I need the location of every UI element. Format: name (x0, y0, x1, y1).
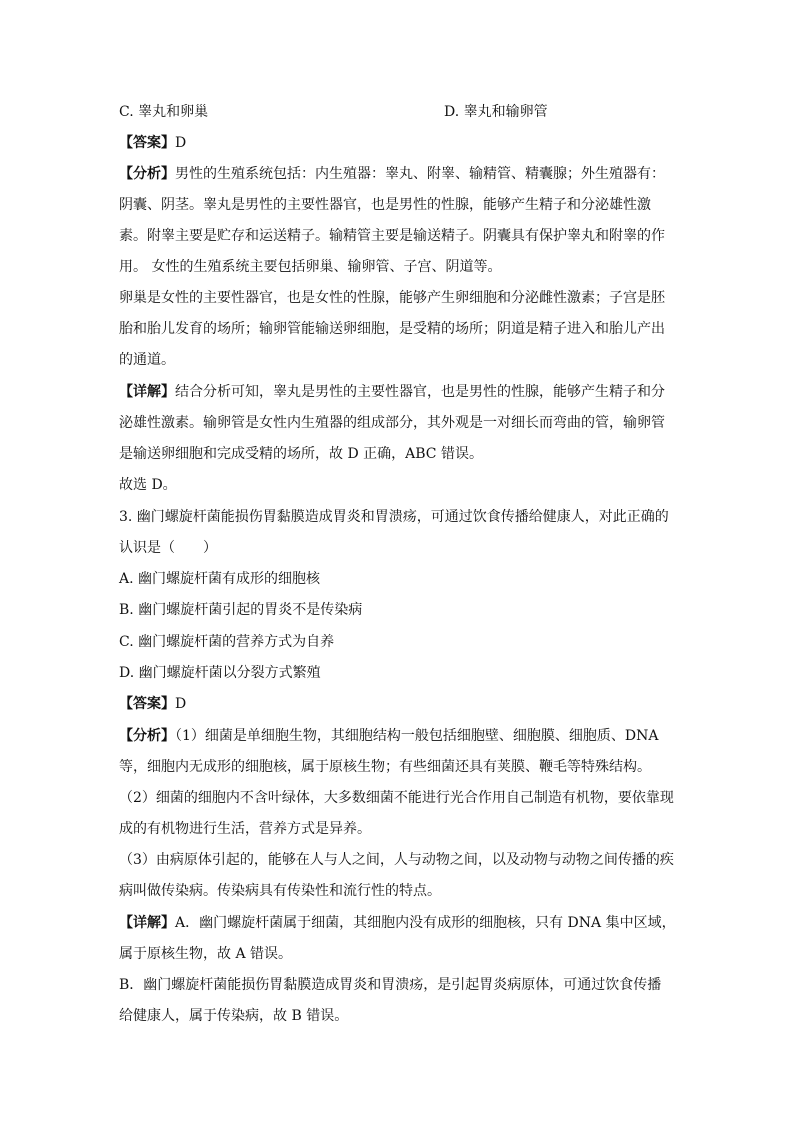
analysis-line: 素。附睾主要是贮存和运送精子。输精管主要是输送精子。阴囊具有保护睾丸和附睾的作 (119, 228, 665, 244)
answer-tag: 【答案】 (119, 696, 175, 712)
analysis-tag: 【分析】 (119, 166, 175, 182)
option-c: C. 幽门螺旋杆菌的营养方式为自养 (119, 634, 335, 650)
detail-line: 泌雄性激素。输卵管是女性内生殖器的组成部分，其外观是一对细长而弯曲的管，输卵管 (119, 415, 665, 431)
detail-tag: 【详解】 (119, 384, 175, 400)
option-d: D. 幽门螺旋杆菌以分裂方式繁殖 (119, 665, 321, 681)
option-c: C. 睾丸和卵巢 (119, 104, 209, 120)
analysis-line: 用。 女性的生殖系统主要包括卵巢、输卵管、子宫、阴道等。 (119, 259, 502, 275)
option-d: D. 睾丸和输卵管 (444, 104, 548, 120)
answer-value: D (175, 135, 187, 151)
analysis-text: （1）细菌是单细胞生物，其细胞结构一般包括细胞壁、细胞膜、细胞质、DNA (175, 728, 659, 744)
analysis-line: 等，细胞内无成形的细胞核，属于原核生物；有些细菌还具有荚膜、鞭毛等特殊结构。 (119, 759, 651, 775)
detail-text: A．幽门螺旋杆菌属于细菌，其细胞内没有成形的细胞核，只有 DNA 集中区域， (175, 915, 676, 931)
option-a: A. 幽门螺旋杆菌有成形的细胞核 (119, 571, 321, 587)
analysis-line: 卵巢是女性的主要性器官，也是女性的性腺，能够产生卵细胞和分泌雌性激素；子宫是胚 (119, 290, 665, 306)
analysis-line (119, 164, 679, 184)
option-b: B. 幽门螺旋杆菌引起的胃炎不是传染病 (119, 602, 363, 618)
question-stem: 3. 幽门螺旋杆菌能损伤胃黏膜造成胃炎和胃溃疡，可通过饮食传播给健康人，对此正确的 (119, 509, 669, 525)
answer-line (119, 133, 679, 153)
analysis-line (119, 726, 679, 746)
answer-line (119, 694, 679, 714)
detail-line: 给健康人，属于传染病，故 B 错误。 (119, 1008, 349, 1024)
detail-line: B．幽门螺旋杆菌能损伤胃黏膜造成胃炎和胃溃疡，是引起胃炎病原体，可通过饮食传播 (119, 977, 662, 993)
analysis-line: 胎和胎儿发育的场所；输卵管能输送卵细胞，是受精的场所；阴道是精子进入和胎儿产出 (119, 321, 665, 337)
analysis-line: 成的有机物进行生活，营养方式是异养。 (119, 821, 371, 837)
conclusion-line: 故选 D。 (119, 477, 177, 493)
detail-line: 是输送卵细胞和完成受精的场所，故 D 正确，ABC 错误。 (119, 446, 483, 462)
detail-line: 属于原核生物，故 A 错误。 (119, 946, 293, 962)
analysis-line: （2）细菌的细胞内不含叶绿体，大多数细菌不能进行光合作用自己制造有机物，要依靠现 (119, 790, 674, 806)
analysis-text: 男性的生殖系统包括：内生殖器：睾丸、附睾、输精管、精囊腺；外生殖器有： (175, 166, 665, 182)
answer-tag: 【答案】 (119, 135, 175, 151)
analysis-tag: 【分析】 (119, 728, 175, 744)
answer-value: D (175, 696, 187, 712)
detail-text: 结合分析可知，睾丸是男性的主要性器官，也是男性的性腺，能够产生精子和分 (175, 384, 665, 400)
analysis-line: 病叫做传染病。传染病具有传染性和流行性的特点。 (119, 883, 441, 899)
analysis-line: （3）由病原体引起的，能够在人与人之间，人与动物之间，以及动物与动物之间传播的疾 (119, 852, 674, 868)
detail-line (119, 913, 679, 933)
analysis-line: 阴囊、阴茎。睾丸是男性的主要性器官，也是男性的性腺，能够产生精子和分泌雄性激 (119, 197, 651, 213)
analysis-line: 的通道。 (119, 352, 175, 368)
question-stem: 认识是（ ） (119, 540, 217, 556)
detail-line (119, 382, 679, 402)
detail-tag: 【详解】 (119, 915, 175, 931)
